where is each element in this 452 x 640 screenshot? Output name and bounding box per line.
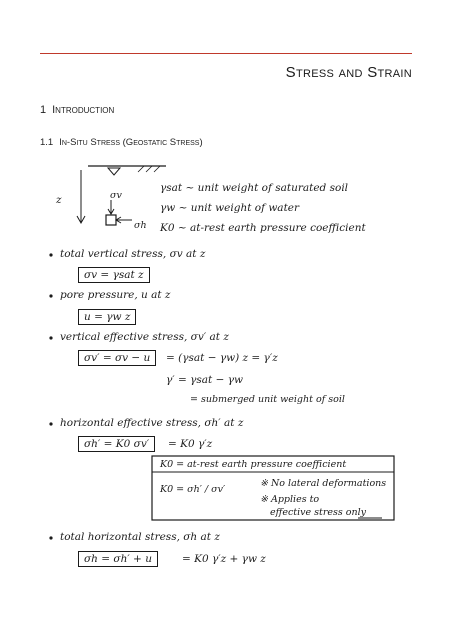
k0-equation: K0 = σh′ / σv′ (160, 484, 226, 495)
document-title: Stress and Strain (285, 64, 412, 81)
definition-gamma-sat: γsat ~ unit weight of saturated soil (160, 182, 349, 194)
bullet-total-vertical-stress: total vertical stress, σv at z (60, 248, 206, 260)
subsection-title: In-Situ Stress (Geostatic Stress) (59, 137, 203, 148)
formula-gamma-prime: = (γsat − γw) z = γ′z (166, 352, 278, 364)
handwritten-notes (48, 160, 410, 580)
bullet-vertical-effective-stress: vertical effective stress, σv′ at z (60, 331, 229, 343)
depth-label: z (56, 194, 62, 206)
formula-total-horizontal-expanded: = K0 γ′z + γw z (182, 553, 266, 565)
subsection-heading (40, 137, 203, 148)
k0-definition: K0 = at-rest earth pressure coefficient (160, 459, 347, 470)
k0-note-applies-to: ※ Applies to (260, 494, 320, 505)
submerged-unit-weight-note: = submerged unit weight of soil (190, 394, 345, 405)
header-rule (40, 53, 412, 54)
sigma-v-label: σv (110, 190, 122, 201)
formula-total-horizontal-stress: σh = σh′ + u (78, 551, 158, 567)
k0-note-effective-stress-only: effective stress only (270, 507, 367, 518)
section-number: 1 (40, 104, 47, 116)
formula-horizontal-effective-stress: σh′ = K0 σv′ (78, 436, 155, 452)
formula-pore-pressure: u = γw z (78, 309, 136, 325)
bullet-pore-pressure: pore pressure, u at z (60, 289, 171, 301)
definition-k0: K0 ~ at-rest earth pressure coefficient (160, 222, 366, 234)
k0-note-no-lateral-deformation: ※ No lateral deformations (260, 478, 387, 489)
formula-vertical-effective-stress: σv′ = σv − u (78, 350, 156, 366)
section-heading (40, 104, 114, 116)
section-title: Introduction (52, 104, 115, 116)
bullet-horizontal-effective-stress: horizontal effective stress, σh′ at z (60, 417, 244, 429)
bullet-total-horizontal-stress: total horizontal stress, σh at z (60, 531, 220, 543)
definition-gamma-w: γw ~ unit weight of water (160, 202, 300, 214)
formula-k0-gamma-prime: = K0 γ′z (168, 438, 213, 450)
formula-submerged-unit-weight: γ′ = γsat − γw (166, 374, 244, 386)
formula-total-vertical-stress: σv = γsat z (78, 267, 150, 283)
subsection-number: 1.1 (40, 137, 54, 148)
sigma-h-label: σh (134, 220, 147, 231)
